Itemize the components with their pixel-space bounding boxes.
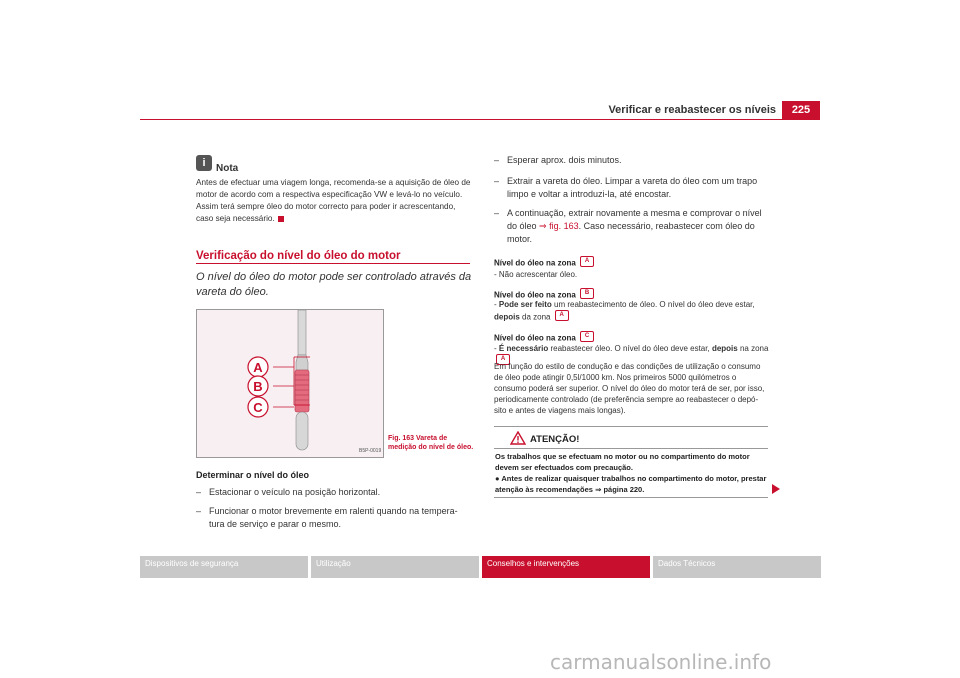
level-body-2: na zona [737, 344, 769, 353]
step-text [507, 207, 770, 246]
level-bold-lead: É necessário [498, 344, 549, 353]
zone-a-label: A [253, 360, 263, 375]
level-heading [494, 288, 594, 300]
step-text: Extrair a vareta do óleo. Limpar a vareta do óleo com um trapo limpo e voltar a introduzi-la, até encostar. [507, 176, 758, 199]
watermark: carmanualsonline.info [550, 650, 772, 674]
tab-dados-tecnicos[interactable]: Dados Técnicos [653, 556, 821, 578]
zone-b-label: B [253, 379, 263, 394]
arrow-icon: ⇒ [539, 221, 547, 231]
note-body: Antes de efectuar uma viagem longa, recomenda-se a aquisição de óleo de motor de acordo com a respectiva especificação VW e levá-lo no veículo. Assim terá sempre óleo do motor correcto para poder ir acrescentando, caso seja necessário. [196, 178, 471, 223]
figure-link[interactable] [539, 221, 579, 231]
step-dash: – [494, 176, 500, 186]
warning-bullet-text: Antes de realizar quaisquer trabalhos no compartimento do motor, prestar atenção às recomendações [495, 474, 767, 494]
step-dash: – [494, 155, 500, 165]
procedure-step [196, 486, 472, 499]
warning-title: ATENÇÃO! [530, 434, 580, 445]
warning-line: Os trabalhos que se efectuam no motor ou no compartimento do motor devem ser efectuados com precaução. [495, 452, 750, 472]
step-dash: – [494, 208, 500, 218]
level-heading [494, 256, 594, 268]
page-header-title: Verificar e reabastecer os níveis [608, 104, 776, 116]
level-text: - É necessário reabastecer óleo. O nível do óleo deve estar, depois na zona A [494, 343, 770, 367]
figure-link-label: fig. 163 [549, 221, 579, 231]
step-text: Esperar aprox. dois minutos. [507, 155, 622, 165]
level-body: reabastecer óleo. O nível do óleo deve estar, [548, 344, 710, 353]
tab-conselhos-e-intervencoes[interactable]: Conselhos e intervenções [482, 556, 650, 578]
note-heading: Nota [216, 163, 239, 174]
level-bold-depois: depois [494, 312, 520, 322]
bullet-icon: ● [495, 474, 500, 483]
level-body: um reabastecimento de óleo. O nível do óleo deve estar, [551, 300, 755, 309]
continue-arrow-icon [772, 484, 780, 494]
arrow-icon: ⇒ [595, 485, 602, 494]
procedure-heading: Determinar o nível do óleo [196, 470, 310, 480]
zone-badge: A [555, 310, 569, 321]
step-text-part: . Caso necessário, reabastecer com óleo do motor. [507, 221, 755, 244]
header-divider [140, 119, 820, 120]
section-title: Verificação do nível do óleo do motor [196, 250, 401, 262]
step-text: Estacionar o veículo na posição horizontal. [209, 487, 381, 497]
warning-triangle-icon [510, 431, 526, 445]
step-dash: – [196, 487, 202, 497]
level-heading [494, 331, 594, 343]
zone-badge: C [580, 331, 594, 342]
dipstick-figure [196, 309, 384, 458]
level-heading-text: Nível do óleo na zona [494, 333, 576, 343]
level-heading-text: Nível do óleo na zona [494, 290, 576, 300]
page-ref-link[interactable]: página 220. [603, 485, 645, 494]
level-text: - Pode ser feito um reabastecimento de óleo. O nível do óleo deve estar, depois da zona A [494, 300, 755, 322]
page-number: 225 [782, 101, 820, 119]
note-icon: i [196, 155, 212, 171]
step-text-part: A continuação, extrair novamente a mesma e comprovar o nível do óleo [507, 208, 762, 231]
warning-text [495, 451, 767, 495]
step-text: Funcionar o motor brevemente em ralenti quando na tempera-tura de serviço e parar o mesmo. [209, 506, 458, 529]
consumption-text: Em função do estilo de condução e das condições de utilização o consumo de óleo pode atingir 0,5l/1000 km. Nos primeiros 5000 quilómetros o consumo poderá ser superior. O nível do óleo do motor terá de ser, por isso, periodicamente controlado (de preferência sempre ao reabastecer o depó-sito e antes de viagens mais longas). [494, 362, 765, 415]
procedure-step [494, 175, 770, 201]
level-heading-text: Nível do óleo na zona [494, 258, 576, 268]
figure-code: B5P-0019 [359, 448, 382, 454]
figure-caption: Fig. 163 Vareta de medição do nível de óleo. [388, 435, 474, 451]
zone-badge: A [580, 256, 594, 267]
level-text: - Não acrescentar óleo. [494, 270, 578, 279]
level-body-2: da zona [519, 312, 551, 322]
procedure-step [494, 154, 770, 167]
level-bold-depois: depois [711, 344, 738, 353]
section-divider [196, 263, 470, 264]
zone-badge: B [580, 288, 594, 299]
dipstick-illustration [197, 310, 383, 457]
end-mark-icon [278, 216, 284, 222]
procedure-step [196, 505, 472, 531]
step-dash: – [196, 506, 202, 516]
tab-utilizacao[interactable]: Utilização [311, 556, 479, 578]
level-bold-lead: Pode ser feito [498, 300, 552, 309]
zone-c-label: C [253, 400, 263, 415]
warning-divider [494, 448, 768, 449]
section-lead: O nível do óleo do motor pode ser controlado através da vareta do óleo. [196, 271, 472, 298]
procedure-step [494, 207, 770, 246]
tab-dispositivos-de-seguranca[interactable]: Dispositivos de segurança [140, 556, 308, 578]
zone-badge: A [496, 354, 510, 365]
note-text [196, 177, 472, 225]
warning-bullet [495, 473, 767, 495]
